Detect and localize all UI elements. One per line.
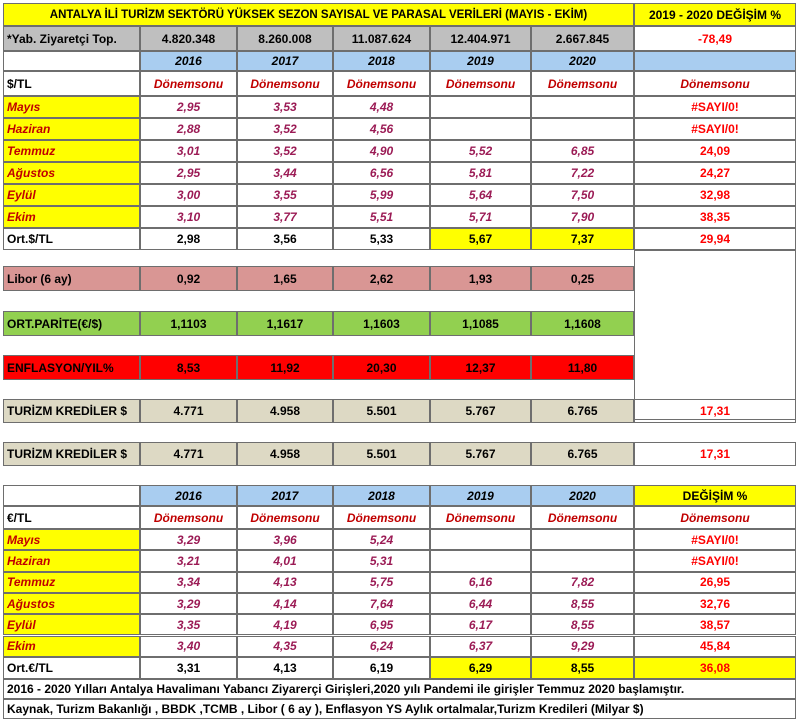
usd-year-2017: 2017 (237, 51, 333, 71)
usd-value-2019 (430, 118, 531, 140)
usd-month-change: #SAYI/0! (634, 118, 796, 140)
eur-month-row (3, 572, 796, 593)
eur-year-row (3, 485, 796, 506)
libor-label: Libor (6 ay) (3, 266, 140, 291)
usd-value-2017: 3,77 (237, 206, 333, 228)
eur-month-change: #SAYI/0! (634, 550, 796, 571)
visitors-change: -78,49 (634, 26, 796, 51)
usd-year-2016: 2016 (140, 51, 237, 71)
eur-month-row (3, 550, 796, 571)
parity-2018: 1,1603 (333, 311, 430, 336)
usd-month-change: 38,35 (634, 206, 796, 228)
eur-period-change: Dönemsonu (634, 506, 796, 529)
eur-month-change: 32,76 (634, 593, 796, 614)
usd-value-2016: 2,95 (140, 96, 237, 118)
eur-month-row (3, 529, 796, 550)
eur-month-change: 45,84 (634, 636, 796, 657)
eur-value-2018: 6,24 (333, 636, 430, 657)
libor-2017: 1,65 (237, 266, 333, 291)
eur-period-row (3, 506, 796, 529)
eur-month-label: Temmuz (3, 572, 140, 593)
eur-value-2017: 4,13 (237, 572, 333, 593)
usd-value-2020: 7,90 (531, 206, 634, 228)
eur-value-2016: 3,35 (140, 614, 237, 635)
eur-value-2016: 3,29 (140, 593, 237, 614)
eur-value-2020: 8,55 (531, 593, 634, 614)
inflation-2019: 12,37 (430, 355, 531, 380)
credits-2-2019: 5.767 (430, 442, 531, 466)
usd-period-2019: Dönemsonu (430, 71, 531, 96)
usd-value-2020: 7,50 (531, 184, 634, 206)
libor-2016: 0,92 (140, 266, 237, 291)
usd-period-2018: Dönemsonu (333, 71, 430, 96)
usd-value-2020 (531, 96, 634, 118)
eur-month-label: Ağustos (3, 593, 140, 614)
inflation-label: ENFLASYON/YIL% (3, 355, 140, 380)
eur-value-2017: 4,35 (237, 636, 333, 657)
libor-row (3, 266, 796, 291)
eur-avg-2017: 4,13 (237, 657, 333, 679)
eur-value-2019 (430, 550, 531, 571)
credits-2-change: 17,31 (634, 442, 796, 466)
eur-value-2016: 3,29 (140, 529, 237, 550)
eur-year-2016: 2016 (140, 485, 237, 506)
eur-value-2019: 6,37 (430, 636, 531, 657)
eur-period-2016: Dönemsonu (140, 506, 237, 529)
usd-value-2019: 5,64 (430, 184, 531, 206)
usd-value-2016: 2,95 (140, 162, 237, 184)
libor-2020: 0,25 (531, 266, 634, 291)
eur-value-2016: 3,21 (140, 550, 237, 571)
usd-value-2018: 4,48 (333, 96, 430, 118)
footer-note: 2016 - 2020 Yılları Antalya Havalimanı Yabancı Ziyarerçi Girişleri,2020 yılı Pandemi ile girişler Temmuz 2020 başlamıştır. (3, 679, 796, 699)
usd-month-row (3, 96, 796, 118)
eur-value-2018: 6,95 (333, 614, 430, 635)
eur-month-label: Mayıs (3, 529, 140, 550)
usd-value-2019: 5,52 (430, 140, 531, 162)
usd-avg-2019: 5,67 (430, 228, 531, 250)
visitors-2019: 12.404.971 (430, 26, 531, 51)
eur-value-2019: 6,17 (430, 614, 531, 635)
usd-year-2020: 2020 (531, 51, 634, 71)
eur-period-2017: Dönemsonu (237, 506, 333, 529)
eur-month-change: #SAYI/0! (634, 529, 796, 550)
eur-period-2019: Dönemsonu (430, 506, 531, 529)
credits-row-1 (3, 399, 796, 423)
usd-year-row (3, 51, 796, 71)
eur-month-row (3, 614, 796, 635)
eur-year-2019: 2019 (430, 485, 531, 506)
usd-month-row (3, 118, 796, 140)
eur-year-2017: 2017 (237, 485, 333, 506)
parity-2017: 1,1617 (237, 311, 333, 336)
usd-month-row (3, 140, 796, 162)
eur-avg-2018: 6,19 (333, 657, 430, 679)
title-row (3, 3, 796, 26)
usd-month-change: 24,27 (634, 162, 796, 184)
usd-value-2017: 3,44 (237, 162, 333, 184)
usd-avg-2018: 5,33 (333, 228, 430, 250)
eur-value-2018: 7,64 (333, 593, 430, 614)
eur-avg-row (3, 657, 796, 679)
eur-value-2020: 7,82 (531, 572, 634, 593)
eur-year-2020: 2020 (531, 485, 634, 506)
usd-value-2020: 7,22 (531, 162, 634, 184)
usd-avg-label: Ort.$/TL (3, 228, 140, 250)
eur-month-label: Ekim (3, 636, 140, 657)
parity-2016: 1,1103 (140, 311, 237, 336)
usd-year-2019: 2019 (430, 51, 531, 71)
eur-value-2016: 3,34 (140, 572, 237, 593)
usd-avg-row (3, 228, 796, 250)
usd-value-2019: 5,71 (430, 206, 531, 228)
usd-month-row (3, 184, 796, 206)
eur-value-2017: 3,96 (237, 529, 333, 550)
eur-value-2020: 8,55 (531, 614, 634, 635)
eur-value-2019: 6,44 (430, 593, 531, 614)
eur-month-change: 38,57 (634, 614, 796, 635)
credits-1-2020: 6.765 (531, 399, 634, 423)
usd-value-2017: 3,53 (237, 96, 333, 118)
usd-month-label: Eylül (3, 184, 140, 206)
eur-avg-2020: 8,55 (531, 657, 634, 679)
parity-row (3, 311, 796, 336)
usd-value-2017: 3,55 (237, 184, 333, 206)
eur-value-2018: 5,75 (333, 572, 430, 593)
eur-month-label: Eylül (3, 614, 140, 635)
inflation-2018: 20,30 (333, 355, 430, 380)
usd-period-2020: Dönemsonu (531, 71, 634, 96)
eur-value-2020: 9,29 (531, 636, 634, 657)
credits-2-2016: 4.771 (140, 442, 237, 466)
eur-value-2018: 5,31 (333, 550, 430, 571)
eur-value-2019: 6,16 (430, 572, 531, 593)
usd-month-label: Haziran (3, 118, 140, 140)
usd-avg-2017: 3,56 (237, 228, 333, 250)
usd-period-2017: Dönemsonu (237, 71, 333, 96)
eur-value-2020 (531, 529, 634, 550)
eur-month-row (3, 593, 796, 614)
credits-1-label: TURİZM KREDİLER $ (3, 399, 140, 423)
eur-avg-2019: 6,29 (430, 657, 531, 679)
usd-value-2018: 4,56 (333, 118, 430, 140)
eur-unit-label: €/TL (3, 506, 140, 529)
usd-unit-label: $/TL (3, 71, 140, 96)
usd-value-2018: 5,51 (333, 206, 430, 228)
usd-period-row (3, 71, 796, 96)
usd-month-change: 24,09 (634, 140, 796, 162)
eur-value-2017: 4,01 (237, 550, 333, 571)
usd-period-change: Dönemsonu (634, 71, 796, 96)
eur-value-2017: 4,14 (237, 593, 333, 614)
libor-2019: 1,93 (430, 266, 531, 291)
eur-month-label: Haziran (3, 550, 140, 571)
eur-year-header-blank (3, 485, 140, 506)
eur-value-2016: 3,40 (140, 636, 237, 657)
usd-value-2016: 3,01 (140, 140, 237, 162)
usd-value-2016: 3,00 (140, 184, 237, 206)
visitors-row (3, 26, 796, 51)
inflation-2016: 8,53 (140, 355, 237, 380)
usd-avg-2016: 2,98 (140, 228, 237, 250)
eur-period-2020: Dönemsonu (531, 506, 634, 529)
credits-2-2018: 5.501 (333, 442, 430, 466)
inflation-row (3, 355, 796, 380)
inflation-2020: 11,80 (531, 355, 634, 380)
inflation-2017: 11,92 (237, 355, 333, 380)
usd-value-2016: 2,88 (140, 118, 237, 140)
usd-value-2017: 3,52 (237, 118, 333, 140)
eur-change-header: DEĞİŞİM % (634, 485, 796, 506)
credits-1-2017: 4.958 (237, 399, 333, 423)
credits-1-2016: 4.771 (140, 399, 237, 423)
usd-value-2018: 4,90 (333, 140, 430, 162)
visitors-label: *Yab. Ziyaretçi Top. (3, 26, 140, 51)
change-header-top: 2019 - 2020 DEĞİŞİM % (634, 3, 796, 26)
libor-2018: 2,62 (333, 266, 430, 291)
visitors-2016: 4.820.348 (140, 26, 237, 51)
eur-value-2020 (531, 550, 634, 571)
credits-2-label: TURİZM KREDİLER $ (3, 442, 140, 466)
usd-month-label: Ağustos (3, 162, 140, 184)
footer-source: Kaynak, Turizm Bakanlığı , BBDK ,TCMB , Libor ( 6 ay ), Enflasyon YS Aylık ortalmalar,Turizm Kredileri (Milyar $) (3, 699, 796, 719)
credits-2-2017: 4.958 (237, 442, 333, 466)
eur-value-2017: 4,19 (237, 614, 333, 635)
eur-year-2018: 2018 (333, 485, 430, 506)
parity-2019: 1,1085 (430, 311, 531, 336)
usd-value-2018: 6,56 (333, 162, 430, 184)
usd-value-2017: 3,52 (237, 140, 333, 162)
eur-avg-change: 36,08 (634, 657, 796, 679)
usd-change-blank (634, 51, 796, 71)
credits-1-2019: 5.767 (430, 399, 531, 423)
usd-month-change: #SAYI/0! (634, 96, 796, 118)
credits-row-2 (3, 442, 796, 466)
visitors-2020: 2.667.845 (531, 26, 634, 51)
eur-avg-label: Ort.€/TL (3, 657, 140, 679)
usd-year-2018: 2018 (333, 51, 430, 71)
usd-value-2020 (531, 118, 634, 140)
usd-avg-2020: 7,37 (531, 228, 634, 250)
eur-value-2019 (430, 529, 531, 550)
eur-avg-2016: 3,31 (140, 657, 237, 679)
usd-value-2018: 5,99 (333, 184, 430, 206)
visitors-2018: 11.087.624 (333, 26, 430, 51)
parity-label: ORT.PARİTE(€/$) (3, 311, 140, 336)
eur-month-row (3, 636, 796, 657)
usd-month-row (3, 162, 796, 184)
eur-month-change: 26,95 (634, 572, 796, 593)
credits-2-2020: 6.765 (531, 442, 634, 466)
usd-avg-change: 29,94 (634, 228, 796, 250)
parity-2020: 1,1608 (531, 311, 634, 336)
credits-1-change: 17,31 (634, 399, 796, 423)
usd-value-2016: 3,10 (140, 206, 237, 228)
eur-period-2018: Dönemsonu (333, 506, 430, 529)
usd-month-label: Mayıs (3, 96, 140, 118)
usd-value-2020: 6,85 (531, 140, 634, 162)
year-header-blank (3, 51, 140, 71)
sheet-title: ANTALYA İLİ TURİZM SEKTÖRÜ YÜKSEK SEZON SAYISAL VE PARASAL VERİLERİ (MAYIS - EKİM) (3, 3, 634, 26)
usd-period-2016: Dönemsonu (140, 71, 237, 96)
eur-value-2018: 5,24 (333, 529, 430, 550)
visitors-2017: 8.260.008 (237, 26, 333, 51)
usd-month-row (3, 206, 796, 228)
data-sheet (3, 3, 796, 719)
usd-month-label: Temmuz (3, 140, 140, 162)
usd-value-2019: 5,81 (430, 162, 531, 184)
credits-1-2018: 5.501 (333, 399, 430, 423)
usd-month-label: Ekim (3, 206, 140, 228)
usd-month-change: 32,98 (634, 184, 796, 206)
usd-value-2019 (430, 96, 531, 118)
